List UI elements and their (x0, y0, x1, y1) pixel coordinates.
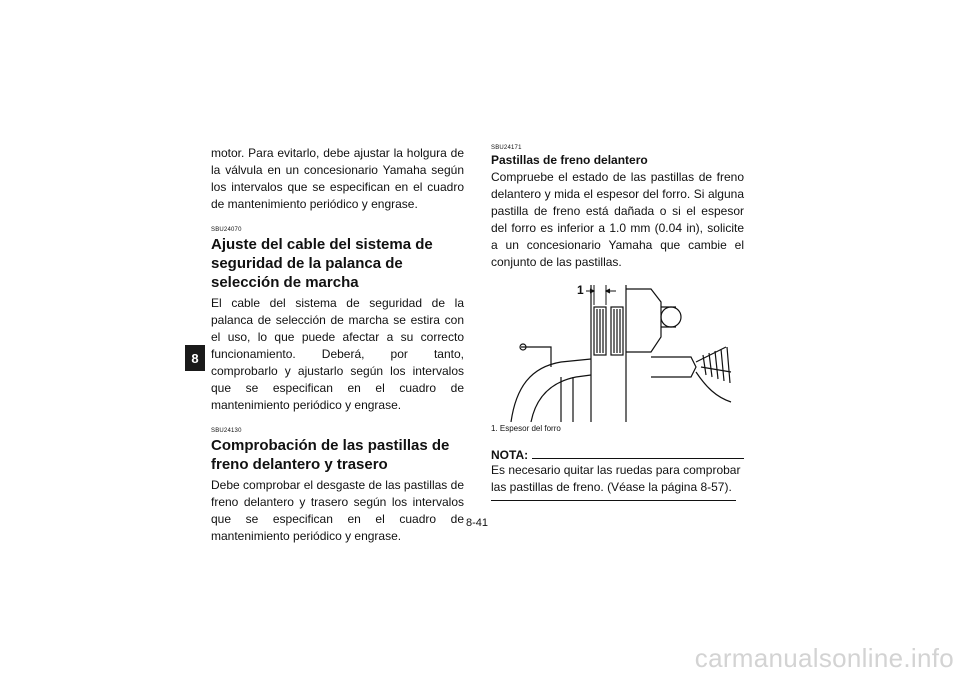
brake-caliper-drawing (491, 277, 736, 422)
section-code: SBU24171 (491, 145, 522, 151)
chapter-tab: 8 (185, 345, 205, 371)
section-code: SBU24070 (211, 227, 242, 233)
section-title-front-pads: Pastillas de freno delantero (491, 153, 648, 167)
note-bottom-rule (491, 500, 736, 501)
section-title-cable: Ajuste del cable del sistema de seguridad de la palanca de selección de marcha (211, 236, 433, 291)
note-label: NOTA: (491, 448, 529, 462)
section-title-brake-pads: Comprobación de las pastillas de freno delantero y trasero (211, 437, 450, 473)
figure-caption: 1. Espesor del forro (491, 424, 561, 433)
figure-callout: 1 (577, 283, 584, 297)
section-body-brake-pads: Debe comprobar el desgaste de las pastillas de freno delantero y trasero según los intervalos que se especifican en el cuadro de mantenimiento periódico y engrase. (211, 478, 464, 543)
section-code: SBU24130 (211, 428, 242, 434)
note-text: Es necesario quitar las ruedas para comprobar las pastillas de freno. (Véase la página 8-57). (491, 463, 741, 494)
right-column (491, 145, 744, 501)
note-box (491, 448, 744, 501)
page-number: 8-41 (466, 517, 489, 529)
section-body-front-pads: Compruebe el estado de las pastillas de freno delantero y mida el espesor del forro. Si alguna pastilla de freno está dañada o si el espesor del forro es inferior a 1.0 mm (0.04 in), solicite a un concesionario Yamaha que cambie el conjunto de las pastillas. (491, 170, 744, 269)
section-body-cable: El cable del sistema de seguridad de la palanca de selección de marcha se estira con el uso, lo que puede afectar a su correcto funcionamiento. Deberá, por tanto, comprobarlo y ajustarlo según los intervalos que se especifican en el cuadro de mantenimiento periódico y engrase. (211, 296, 464, 412)
left-column (211, 145, 464, 545)
intro-paragraph: motor. Para evitarlo, debe ajustar la holgura de la válvula en un concesionario Yamaha según los intervalos que se especifican en el cuadro de mantenimiento periódico y engrase. (211, 146, 464, 211)
watermark: carmanualsonline.info (694, 643, 954, 673)
brake-pad-illustration (491, 277, 736, 422)
note-rule (532, 458, 744, 459)
